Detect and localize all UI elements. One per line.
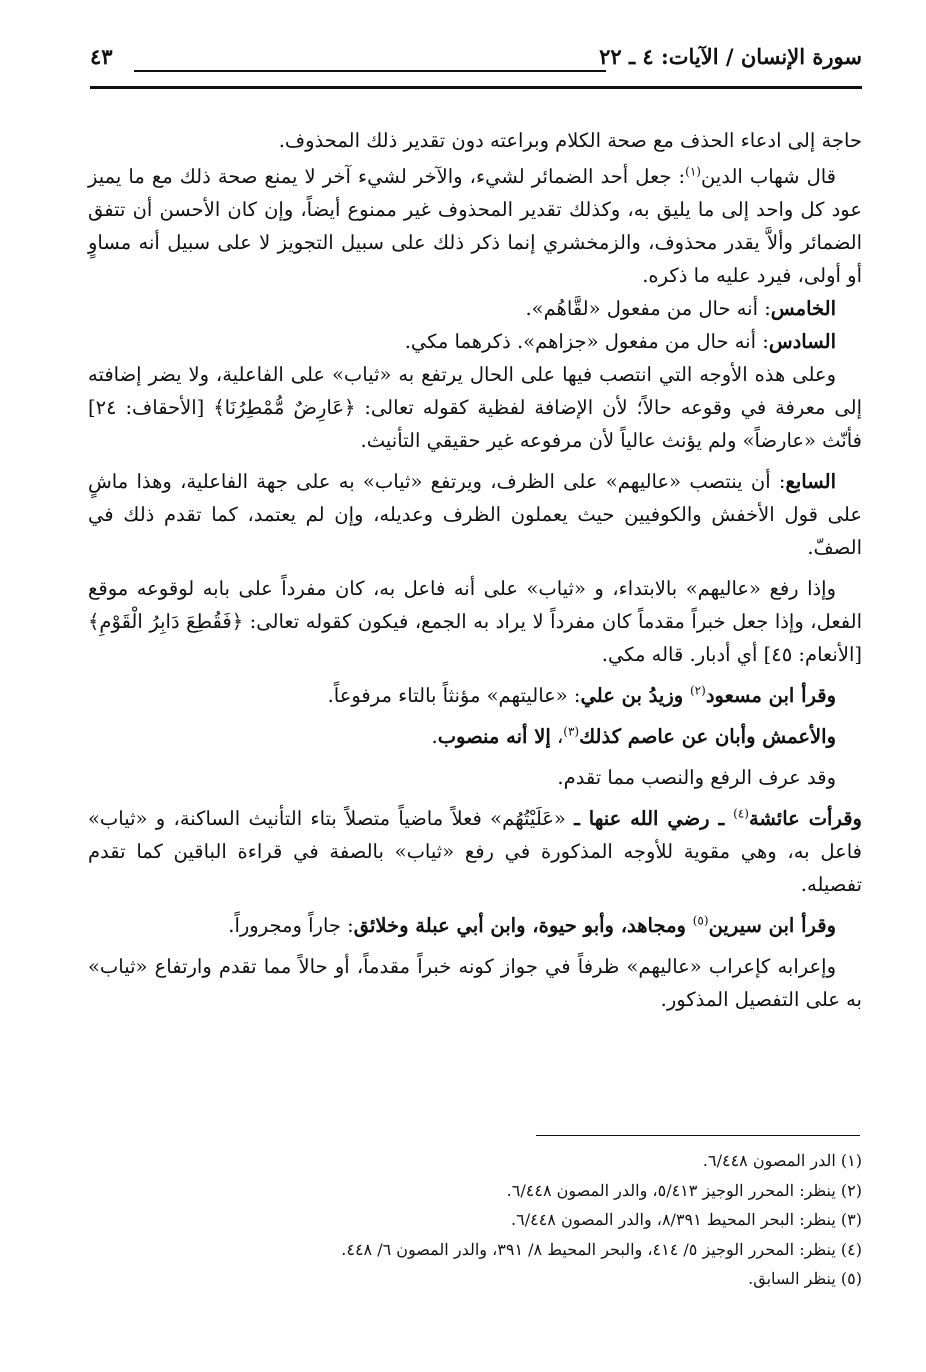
footnote-separator [536,1135,860,1136]
label-sabi: السابع [785,470,836,493]
paragraph-4 [88,325,862,358]
paragraph-13: وإعرابه كإعراب «عاليهم» ظرفاً في جواز كونه خبراً مقدماً، أو حالاً مما تقدم وارتفاع «ثياب» به على التفصيل المذكور. [88,955,862,1011]
surah-title: سورة الإنسان / الآيات: ٤ ـ ٢٢ [599,44,862,69]
paragraph-2-start: قال شهاب الدين [700,165,836,188]
footnote-2: (٢) ينظر: المحرر الوجيز ٥/٤١٣، والدر المصون ٦/٤٤٨. [506,1180,862,1200]
page-number: ٤٣ [90,44,113,69]
main-text [88,124,862,1016]
running-header [90,44,862,80]
reading-zayd: وزيدُ بن علي [580,684,690,707]
footnote-1: (١) الدر المصون ٦/٤٤٨. [702,1151,862,1170]
paragraph-7: وإذا رفع «عاليهم» بالابتداء، و «ثياب» على أنه فاعل به، كان مفرداً على بابه لوقوعه موقع الفعل، وإذا جعل خبراً مقدماً كان مفرداً لا يراد به الجمع، فيكون كقوله تعالى: ﴿فَقُطِعَ دَابِرُ الْقَوْمِ﴾ [الأنعام: ٤٥] أي أدبار. قاله مكي. [88,577,862,666]
paragraph-12 [88,909,862,942]
paragraph-3 [88,292,862,325]
footnote-ref-3: (٣) [563,724,580,739]
paragraph-12-text: : جاراً ومجروراً. [228,914,354,937]
paragraph-5: وعلى هذه الأوجه التي انتصب فيها على الحال يرتفع به «ثياب» على الفاعلية، ولا يضر إضافته إلى معرفة في وقوعه حالاً؛ لأن الإضافة لفظية كقوله تعالى: ﴿عَارِضٌ مُّمْطِرُنَا﴾ [الأحقاف: ٢٤] فأنّث «عارضاً» ولم يؤنث عالياً لأن مرفوعه غير حقيقي التأنيث. [88,363,862,452]
paragraph-8 [88,679,862,712]
reading-aisha-honorific: ـ رضي الله عنها ـ [574,807,734,830]
paragraph-2 [88,160,862,292]
footnote-3: (٣) ينظر: البحر المحيط ٨/٣٩١، والدر المصون ٦/٤٤٨. [511,1210,862,1229]
reading-ibn-sirin: وقرأ ابن سيرين [708,914,836,937]
paragraph-8-text: : «عاليتهم» مؤنثاً بالتاء مرفوعاً. [327,684,581,707]
label-sadis: السادس [768,330,836,353]
paragraph-1: حاجة إلى ادعاء الحذف مع صحة الكلام وبراعته دون تقدير ذلك المحذوف. [278,129,862,152]
paragraph-10: وقد عرف الرفع والنصب مما تقدم. [557,766,836,789]
paragraph-11-text: «عَلَيْتُهُم» فعلاً ماضياً متصلاً بتاء التأنيث الساكنة، و «ثياب» فاعل به، وهي مقوية للأوجه المذكورة في رفع «ثياب» بالصفة في قراءة الباقين كما تقدم تفصيله. [88,807,862,896]
reading-aisha: وقرأت عائشة [748,807,862,830]
paragraph-9 [88,720,862,753]
footnote-ref-5: (٥) [692,913,709,928]
reading-others: ومجاهد، وأبو حيوة، وابن أبي عبلة وخلائق [353,914,693,937]
reading-mansub: إلا أنه منصوب [437,725,551,748]
footnote-ref-1: (١) [685,164,701,179]
footnote-ref-4: (٤) [733,806,749,821]
paragraph-9-sep: ، [550,725,564,748]
reading-ibn-masud: وقرأ ابن مسعود [705,684,836,707]
reading-amash: والأعمش وأبان عن عاصم كذلك [579,725,836,748]
paragraph-6 [88,465,862,564]
label-khamis: الخامس [770,297,836,320]
header-bottom-rule [90,86,862,89]
paragraph-11 [88,802,862,901]
paragraph-9-end: . [431,725,438,748]
footnote-ref-2: (٢) [689,683,706,698]
paragraph-4-text: : أنه حال من مفعول «جزاهم». ذكرهما مكي. [404,330,769,353]
paragraph-3-text: : أنه حال من مفعول «لقَّاهُم». [525,297,771,320]
header-rule [134,70,606,72]
paragraph-2-rest: : جعل أحد الضمائر لشيء، والآخر لشيء آخر لا يمنع صحة ذلك مع ما يميز عود كل واحد إلى ما يليق به، وكذلك تقدير المحذوف غير ممنوع أيضاً، وإن كان الأحسن أن تتفق الضمائر وألاَّ يقدر محذوف، والزمخشري إنما ذكر ذلك على سبيل التجويز لا على سبيل أنه مساوٍ أو أولى، فيرد عليه ما ذكره. [88,165,862,287]
paragraph-6-text: : أن ينتصب «عاليهم» على الظرف، ويرتفع «ثياب» به على جهة الفاعلية، وهذا ماشٍ على قول الأخفش والكوفيين حيث يعملون الظرف وعديله، وإن لم يعتمد، كما تقدم ذلك في الصفّ. [88,470,862,559]
footnote-5: (٥) ينظر السابق. [748,1269,862,1288]
footnote-4: (٤) ينظر: المحرر الوجيز ٥/ ٤١٤، والبحر المحيط ٨/ ٣٩١، والدر المصون ٦/ ٤٤٨. [341,1239,862,1259]
footnotes [88,1146,862,1294]
